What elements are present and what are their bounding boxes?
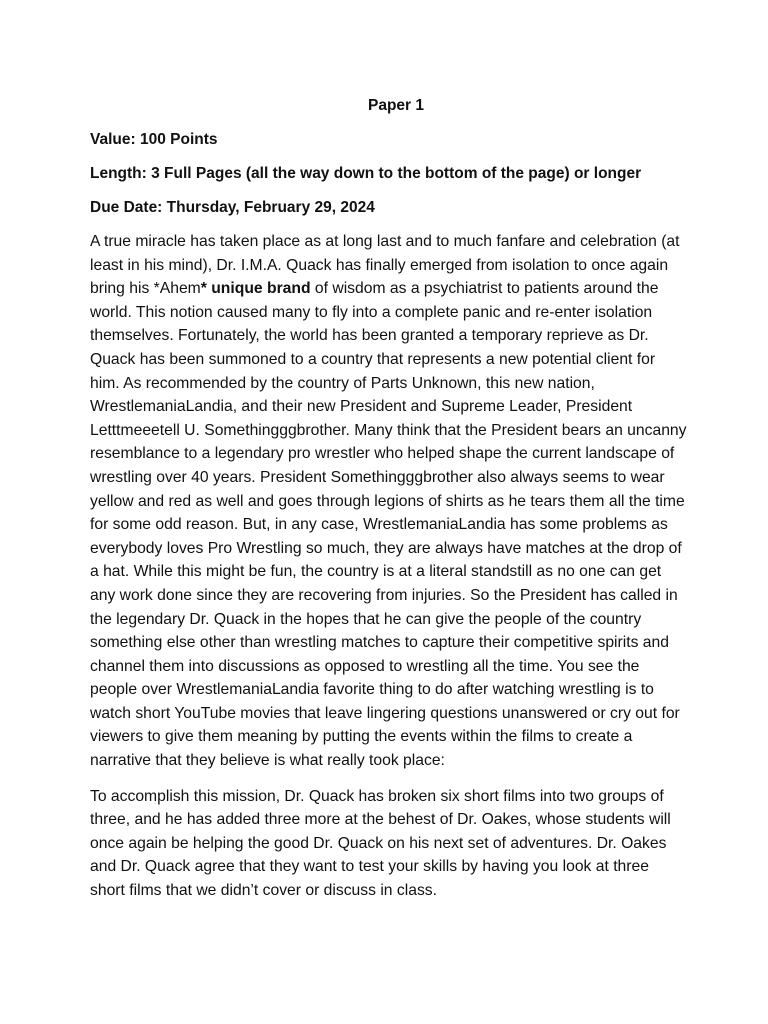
- document-title: Paper 1: [367, 97, 424, 114]
- length-line: Length: 3 Full Pages (all the way down to the bottom of the page) or longer: [90, 165, 642, 182]
- body-paragraph-1: [90, 230, 688, 773]
- paragraph-1-text-end: of wisdom as a psychiatrist to patients around the world. This notion caused many to fly into a complete panic and re-enter isolation themselves. Fortunately, the world has been granted a temporary reprieve as Dr. Quack has been summoned to a country that represents a new potential client for him. As recommended by the country of Parts Unknown, this new nation, WrestlemaniaLandia, and their new President and Supreme Leader, President Letttmeeetell U. Somethingggbrother. Many think that the President bears an uncanny resemblance to a legendary pro wrestler who helped shape the current landscape of wrestling over 40 years. President Somethingggbrother also always seems to wear yellow and red as well and goes through legions of shirts as he tears them all the time for some odd reason. But, in any case, WrestlemaniaLandia has some problems as everybody loves Pro Wrestling so much, they are always have matches at the drop of a hat. While this might be fun, the country is at a literal standstill as no one can get any work done since they are recovering from injuries. So the President has called in the legendary Dr. Quack in the hopes that he can give the people of the country something else other than wrestling matches to capture their competitive spirits and channel them into discussions as opposed to wrestling all the time. You see the people over WrestlemaniaLandia favorite thing to do after watching wrestling is to watch short YouTube movies that leave lingering questions unanswered or cry out for viewers to give them meaning by putting the events within the films to create a narrative that they believe is what really took place:: [90, 280, 687, 770]
- value-line: Value: 100 Points: [90, 131, 218, 148]
- unique-brand-emphasis: * unique brand: [200, 280, 311, 298]
- due-date-line: Due Date: Thursday, February 29, 2024: [90, 199, 375, 216]
- body-paragraph-2: To accomplish this mission, Dr. Quack has broken six short films into two groups of three, and he has added three more at the behest of Dr. Oakes, whose students will once again be helping the good Dr. Quack on his next set of adventures. Dr. Oakes and Dr. Quack agree that they want to test your skills by having you look at three short films that we didn’t cover or discuss in class.: [90, 787, 671, 900]
- paragraph-1-text-start: A true miracle has taken place as at long last and to much fanfare and celebration (at least in his mind), Dr. I.M.A. Quack has finally emerged from isolation to once again bring his *Ahem: [90, 233, 680, 298]
